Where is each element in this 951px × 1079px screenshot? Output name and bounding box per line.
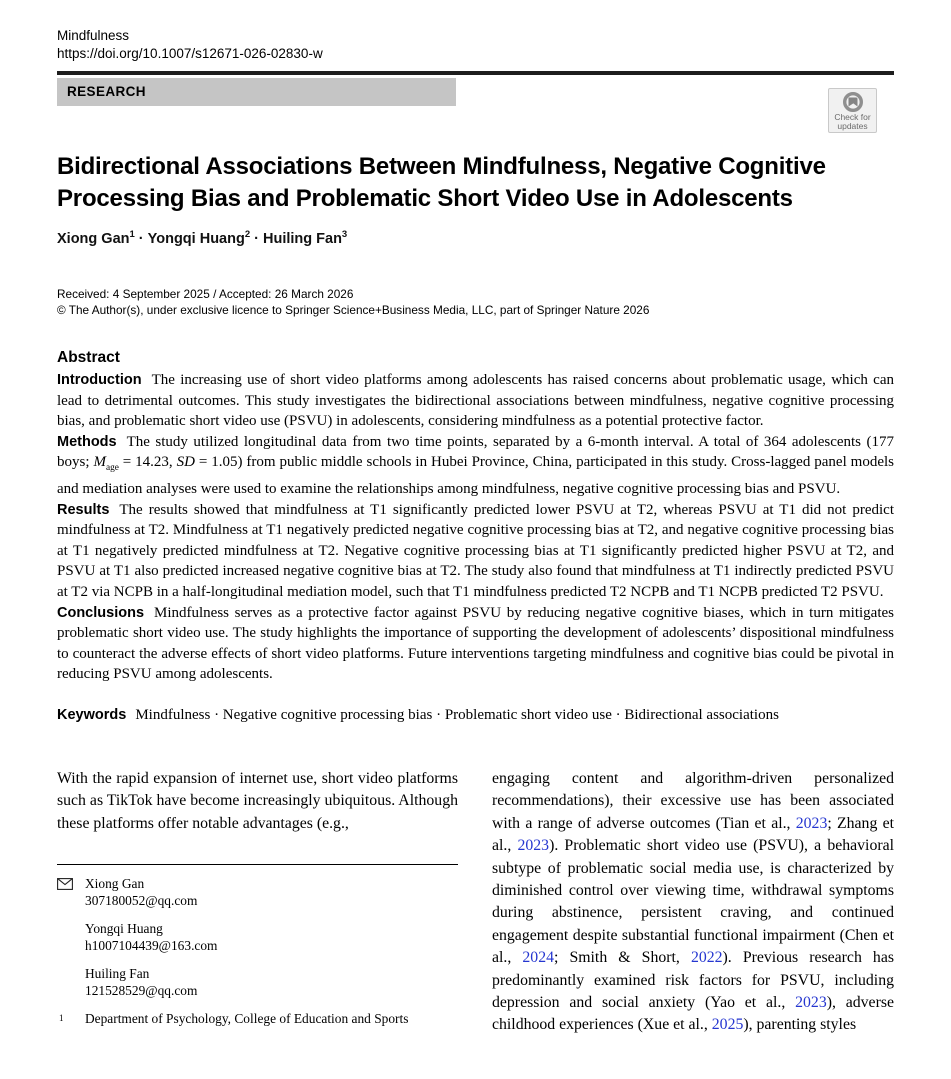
doi-link[interactable]: https://doi.org/10.1007/s12671-026-02830-w [57, 45, 323, 61]
keywords-label: Keywords [57, 706, 127, 723]
check-for-updates-label: Check for updates [834, 112, 871, 131]
author-contact-email[interactable]: 121528529@qq.com [85, 983, 198, 999]
abstract-conclusions: Conclusions Mindfulness serves as a protective factor against PSVU by reducing negative cognitive biases, which in turn mitigates problematic short video use. The study highlights the importance of supporting the development of adolescents’ dispositional mindfulness to counteract the adverse effects of short video platforms. Future interventions targeting mindfulness and cognitive bias could be pivotal in reducing PSVU among adolescents. [57, 604, 894, 683]
abstract-section-label: Conclusions [57, 604, 145, 621]
abstract-introduction: Introduction The increasing use of short video platforms among adolescents has raised concerns about problematic usage, which can lead to detrimental outcomes. This study investigates the bidirectional associations between mindfulness, negative cognitive processing bias, and problematic short video use (PSVU) in adolescents, considering mindfulness as a potential protective factor. [57, 372, 894, 430]
copyright-line: © The Author(s), under exclusive licence to Springer Science+Business Media, LLC, part of Springer Nature 2026 [57, 302, 650, 317]
citation-link[interactable]: 2023 [517, 837, 550, 855]
left-column [57, 768, 458, 1037]
crossmark-icon [842, 91, 864, 113]
citation-link[interactable]: 2023 [795, 814, 828, 832]
citation-link[interactable]: 2024 [522, 949, 554, 967]
author-affiliation-sup: 3 [341, 229, 348, 241]
abstract-section-label: Introduction [57, 372, 142, 388]
envelope-icon [57, 875, 85, 909]
right-column [492, 768, 894, 1037]
author-line [57, 231, 894, 247]
abstract-section [57, 349, 894, 685]
author-contact-email[interactable]: 307180052@qq.com [85, 893, 198, 909]
author-name: Xiong Gan$^1$ [57, 229, 135, 247]
article-title: Bidirectional Associations Between Mindfulness, Negative Cognitive Processing Bias and Problematic Short Video Use in Adolescents [57, 153, 826, 212]
author-separator: · [254, 231, 259, 247]
received-accepted-line: Received: 4 September 2025 / Accepted: 26 March 2026 [57, 287, 354, 301]
author-affiliation-sup: 2 [244, 229, 251, 241]
author-contact-name: Xiong Gan [85, 876, 145, 892]
affiliation-text: Department of Psychology, College of Education and Sports [85, 1011, 409, 1027]
abstract-results: Results The results showed that mindfulness at T1 significantly predicted lower PSVU at T2, whereas PSVU at T1 did not predict mindfulness at T2. Mindfulness at T1 negatively predicted negative cognitive processing bias at T2, and negative cognitive processing bias at T1 negatively predicted mindfulness at T2. Negative cognitive processing bias at T1 significantly predicted higher PSVU at T2, and PSVU at T1 also predicted increased negative cognitive bias at T2. The study also found that mindfulness at T1 indirectly predicted PSVU at T2 via NCPB in a half-longitudinal mediation model, such that T1 mindfulness predicted T2 NCPB and T1 NCPB predicted T2 PSVU. [57, 501, 894, 600]
author-contact-email[interactable]: h1007104439@163.com [85, 938, 218, 954]
author-name: Huiling Fan$^3$ [262, 229, 348, 247]
journal-header [57, 27, 894, 62]
affiliation-number: 1 [59, 1013, 64, 1024]
abstract-section-label: Results [57, 501, 110, 518]
keywords-text: Mindfulness · Negative cognitive processing bias · Problematic short video use · Bidirectional associations [135, 706, 779, 723]
article-history [57, 287, 894, 318]
article-type-badge: RESEARCH [57, 78, 456, 106]
abstract-section-label: Methods [57, 433, 117, 450]
author-affiliation-sup: 1 [129, 229, 135, 241]
citation-link[interactable]: 2025 [711, 1016, 744, 1034]
journal-name: Mindfulness [57, 28, 130, 43]
check-for-updates-badge[interactable] [828, 88, 877, 133]
keywords-line [57, 707, 894, 724]
body-paragraph-right: engaging content and algorithm-driven personalized recommendations), their excessive use has been associated with a range of adverse outcomes (Tian et al., 2023; Zhang et al., 2023). Problematic short video use (PSVU), a behavioral subtype of problematic social media use, is characterized by diminished control over viewing time, withdrawal symptoms during abstinence, persistent craving, and continued engagement despite substantial functional impairment (Chen et al., 2024; Smith & Short, 2022). Previous research has predominantly examined risk factors for PSVU, including depression and social anxiety (Yao et al., 2023), adverse childhood experiences (Xue et al., 2025), parenting styles [492, 769, 895, 1034]
author-separator: · [138, 231, 144, 247]
abstract-methods: Methods The study utilized longitudinal data from two time points, separated by a 6-month interval. A total of 364 adolescents (177 boys; $M_{age} = 14.23$, SD = 1.05) from public middle schools in Hubei Province, China, participated in this study. Cross-lagged panel models and mediation analyses were used to examine the relationships among mindfulness, negative cognitive processing bias and PSVU. [57, 433, 894, 497]
header-rule [57, 71, 894, 75]
author-contact-entry [57, 920, 458, 954]
author-contact-name: Huiling Fan [85, 966, 150, 982]
body-paragraph-left: With the rapid expansion of internet use, short video platforms such as TikTok have become increasingly ubiquitous. Although these platforms offer notable advantages (e.g., [57, 769, 458, 832]
body-columns [57, 768, 894, 1037]
citation-link[interactable]: 2023 [795, 993, 827, 1011]
corresponding-author-entry [57, 875, 458, 909]
correspondence-block [57, 864, 458, 1027]
author-contact-entry [57, 965, 458, 999]
author-contact-name: Yongqi Huang [85, 921, 163, 937]
citation-link[interactable]: 2022 [690, 949, 723, 967]
abstract-heading: Abstract [57, 349, 120, 366]
affiliation-footnote [57, 1010, 458, 1027]
author-name: Yongqi Huang$^2$ [147, 229, 251, 247]
footnote-rule [57, 864, 458, 865]
article-type-row [57, 78, 894, 131]
